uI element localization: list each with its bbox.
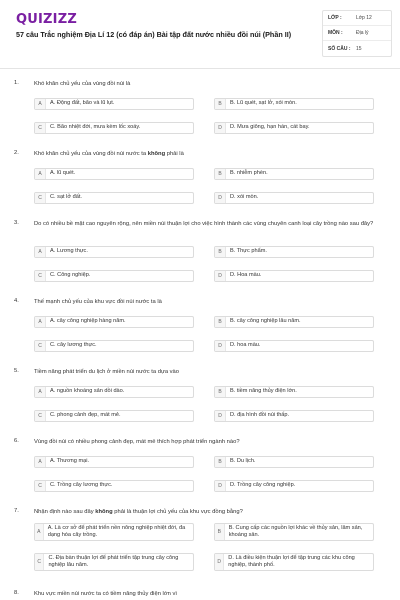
option-letter: C <box>35 193 46 203</box>
option-a[interactable] <box>34 168 194 180</box>
option-text: A. nguồn khoáng sản dồi dào. <box>50 388 125 395</box>
option-text: A. Là cơ sở để phát triển nền nông nghiệp nhiệt đới, đa dạng hóa cây trồng. <box>47 524 186 538</box>
option-text: B. nhiễm phèn. <box>230 170 268 177</box>
option-b[interactable] <box>214 523 374 541</box>
question-number: 7. <box>14 508 19 514</box>
option-letter: C <box>35 481 46 491</box>
option-b[interactable] <box>214 168 374 180</box>
question-number: 3. <box>14 220 19 226</box>
question-number: 4. <box>14 298 19 304</box>
option-text: D. địa hình đồi núi thấp. <box>230 412 290 419</box>
question-text-part: Vùng đồi núi có nhiều phong cảnh đẹp, mát mẻ thích hợp phát triển ngành nào? <box>34 439 240 445</box>
question-text <box>34 368 374 376</box>
option-d[interactable] <box>214 480 374 492</box>
count-label: SỐ CÂU : <box>328 45 351 52</box>
option-d[interactable] <box>214 270 374 282</box>
meta-row-subject <box>323 26 391 41</box>
option-text: C. Bão nhiệt đới, mưa kèm lốc xoáy. <box>50 124 141 131</box>
option-a[interactable] <box>34 456 194 468</box>
option-letter: A <box>35 99 46 109</box>
option-text: A. Thương mại. <box>50 458 90 465</box>
option-letter: D <box>215 481 226 491</box>
question-text-part: phải là <box>165 151 184 157</box>
option-text: D. hoa màu. <box>230 342 261 349</box>
option-letter: B <box>215 99 226 109</box>
option-b[interactable] <box>214 246 374 258</box>
option-b[interactable] <box>214 98 374 110</box>
option-letter: D <box>215 411 226 421</box>
question-text-part: phải là thuận lợi chủ yếu của khu vực đồng bằng? <box>112 509 243 515</box>
question-text-part: Khu vực miền núi nước ta có tiềm năng thủy điện lớn vì <box>34 591 177 597</box>
option-letter: A <box>35 387 46 397</box>
question-text-part: Khó khăn chủ yếu của vùng đồi núi là <box>34 81 131 87</box>
option-letter: C <box>35 271 46 281</box>
option-text: B. cây công nghiệp lâu năm. <box>230 318 301 325</box>
option-text: C. phong cảnh đẹp, mát mẻ. <box>50 412 121 419</box>
document-title: 57 câu Trắc nghiệm Địa Lí 12 (có đáp án) Bài tập đất nước nhiều đồi núi (Phần II) <box>16 30 292 39</box>
question-text <box>34 150 374 158</box>
option-text: C. cây lương thực. <box>50 342 97 349</box>
option-a[interactable] <box>34 386 194 398</box>
option-text: C. Địa bàn thuận lợi để phát triển tập trung cây công nghiệp lâu năm. <box>48 554 179 568</box>
option-letter: C <box>35 554 44 570</box>
option-letter: C <box>35 123 46 133</box>
option-d[interactable] <box>214 340 374 352</box>
question-text-part: Tiềm năng phát triển du lịch ở miền núi nước ta dựa vào <box>34 369 180 375</box>
option-b[interactable] <box>214 316 374 328</box>
option-letter: C <box>35 341 46 351</box>
option-a[interactable] <box>34 316 194 328</box>
question-text <box>34 220 374 228</box>
question-text <box>34 438 374 446</box>
option-letter: B <box>215 169 226 179</box>
document-header <box>0 0 400 68</box>
option-c[interactable] <box>34 480 194 492</box>
option-text: C. Công nghiệp. <box>50 272 91 279</box>
option-letter: B <box>215 317 226 327</box>
option-text: C. sạt lở đất. <box>50 194 82 201</box>
option-letter: A <box>35 457 46 467</box>
option-c[interactable] <box>34 340 194 352</box>
question-text <box>34 298 374 306</box>
option-a[interactable] <box>34 98 194 110</box>
option-c[interactable] <box>34 410 194 422</box>
option-letter: A <box>35 247 46 257</box>
meta-info-box <box>322 10 392 57</box>
question-text-part: Thế mạnh chủ yếu của khu vực đồi núi nước ta là <box>34 299 162 305</box>
class-value: Lớp 12 <box>356 15 372 21</box>
option-text: C. Trồng cây lương thực. <box>50 482 113 489</box>
quizizz-logo[interactable]: QUIZIZZ <box>16 12 77 27</box>
option-letter: A <box>35 169 46 179</box>
option-b[interactable] <box>214 386 374 398</box>
meta-row-count <box>323 41 391 56</box>
option-a[interactable] <box>34 246 194 258</box>
option-letter: C <box>35 411 46 421</box>
class-label: LỚP : <box>328 15 342 21</box>
option-letter: D <box>215 341 226 351</box>
option-text: A. lũ quét. <box>50 170 76 177</box>
option-a[interactable] <box>34 523 194 541</box>
question-number: 6. <box>14 438 19 444</box>
option-b[interactable] <box>214 456 374 468</box>
option-text: B. tiềm năng thủy điện lớn. <box>230 388 297 395</box>
option-text: B. Du lịch. <box>230 458 256 465</box>
option-text: D. Là điều kiện thuận lợi để tập trung các khu công nghiệp, thành phố. <box>228 554 355 568</box>
option-text: D. Hoa màu. <box>230 272 262 279</box>
question-text-part: Khó khăn chủ yếu của vùng đồi núi nước ta <box>34 151 148 157</box>
subject-label: MÔN : <box>328 30 343 36</box>
option-c[interactable] <box>34 553 194 571</box>
question-number: 2. <box>14 150 19 156</box>
option-letter: A <box>35 317 46 327</box>
option-letter: B <box>215 524 225 540</box>
question-text-bold: không <box>147 151 166 157</box>
option-letter: D <box>215 554 224 570</box>
option-text: A. cây công nghiệp hàng năm. <box>50 318 126 325</box>
question-text-part: Nhận định nào sau đây <box>34 509 96 515</box>
subject-value: Địa lý <box>356 30 369 36</box>
option-text: A. Lương thực. <box>50 248 88 255</box>
option-d[interactable] <box>214 192 374 204</box>
question-text-bold: không <box>95 509 113 515</box>
question-number: 8. <box>14 590 19 596</box>
question-text <box>34 508 374 516</box>
meta-row-class <box>323 11 391 26</box>
header-divider <box>0 68 400 69</box>
option-text: B. Thực phẩm. <box>230 248 267 255</box>
option-c[interactable] <box>34 270 194 282</box>
option-letter: D <box>215 193 226 203</box>
option-d[interactable] <box>214 553 374 571</box>
option-text: D. Trồng cây công nghiệp. <box>230 482 296 489</box>
option-letter: B <box>215 247 226 257</box>
option-text: A. Động đất, bão và lũ lụt. <box>50 100 115 107</box>
question-text <box>34 590 374 598</box>
option-letter: D <box>215 271 226 281</box>
option-letter: A <box>35 524 44 540</box>
question-number: 5. <box>14 368 19 374</box>
option-letter: B <box>215 387 226 397</box>
option-c[interactable] <box>34 192 194 204</box>
option-letter: D <box>215 123 226 133</box>
option-text: D. xói mòn. <box>230 194 259 201</box>
question-number: 1. <box>14 80 19 86</box>
option-text: B. Lũ quét, sạt lở, xói mòn. <box>230 100 297 107</box>
option-d[interactable] <box>214 122 374 134</box>
option-text: B. Cung cấp các nguồn lợi khác về thủy sản, lâm sản, khoáng sản. <box>228 524 363 538</box>
option-d[interactable] <box>214 410 374 422</box>
question-text <box>34 80 374 88</box>
question-text-part: Do có nhiều bề mặt cao nguyên rộng, nên miền núi thuận lợi cho việc hình thành các vùng chuyên canh loại cây trồng nào sau đây? <box>34 221 374 227</box>
option-c[interactable] <box>34 122 194 134</box>
option-text: D. Mưa giông, hạn hán, cát bay. <box>230 124 310 131</box>
option-letter: B <box>215 457 226 467</box>
count-value: 15 <box>356 45 362 52</box>
